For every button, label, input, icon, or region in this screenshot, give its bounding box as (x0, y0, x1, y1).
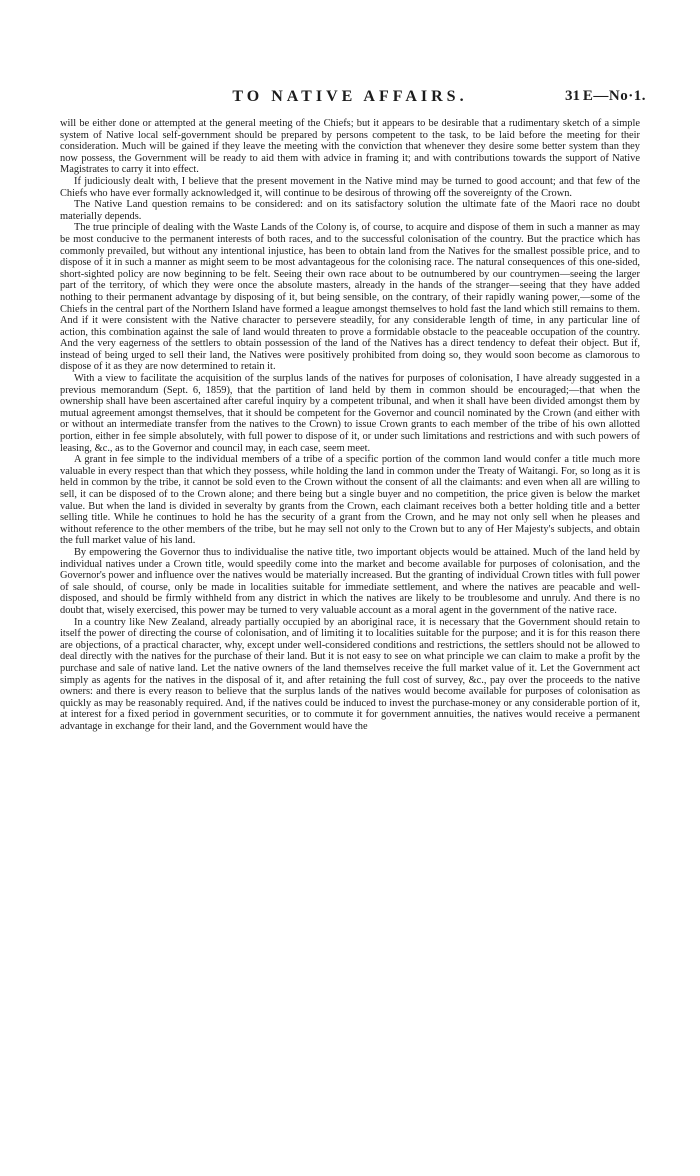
paragraph-8: In a country like New Zealand, already partially occupied by an aboriginal race, it is necessary that the Government should retain to itself the power of directing the course of colonisation, and of limiting it to localities suitable for the purpose; and it is for this reason there are objections, of a practical character, why, except under well-considered conditions and restrictions, the settlers should not be allowed to deal directly with the natives for the purchase of their land. But it is not easy to see on what principle we can claim to make a profit by the purchase and sale of native land. Let the native owners of the land themselves receive the full market value of it. Let the Government act simply as agents for the natives in the disposal of it, and after retaining the full cost of survey, &c., pay over the proceeds to the native owners: and there is every reason to believe that the surplus lands of the natives would become available for purposes of colonisation as quickly as may be reasonably required. And, if the natives could be induced to invest the purchase-money or any considerable portion of it, at interest for a fixed period in government securities, or to commute it for government annuities, the natives would receive a permanent advantage in exchange for their land, and the Government would have the (60, 616, 640, 732)
running-title: TO NATIVE AFFAIRS. (232, 88, 468, 105)
page-number: 31 (565, 88, 580, 104)
paragraph-4: The true principle of dealing with the Waste Lands of the Colony is, of course, to acquire and dispose of them in such a manner as may be most conducive to the permanent interests of both races, and to the successful colonisation of the country. But the practice which has commonly prevailed, but without any intentional injustice, has been to obtain land from the Natives for the smallest possible price, and to dispose of it in such a manner as might seem to be most advantageous for the colonising race. The natural consequences of this one-sided, short-sighted policy are now beginning to be felt. Seeing their own race about to be outnumbered by our countrymen—seeing the larger part of the territory, of which they were once the absolute masters, already in the hands of the stranger—seeing that they have added nothing to their permanent advantage by disposing of it, but being sensible, on the contrary, of their rapidly waning power,—some of the Chiefs in the central part of the Northern Island have formed a league amongst themselves to hold fast the land which still remains to them. And if it were consistent with the Native character to persevere steadily, for any considerable length of time, in any particular line of action, this combination against the sale of land would threaten to prove a formidable obstacle to the peaceable occupation of the country. And the very eagerness of the settlers to obtain possession of the land of the Natives has a direct tendency to defeat their object. But if, instead of being urged to sell their land, the Natives were positively prohibited from doing so, they would soon become as clamorous to dispose of it as they are now determined to retain it. (60, 222, 640, 373)
document-body (60, 118, 640, 732)
paragraph-6: A grant in fee simple to the individual members of a tribe of a specific portion of the common land would confer a title much more valuable in every respect than that which they possess, while holding the land in common under the Treaty of Waitangi. For, so long as it is held in common by the tribe, it cannot be sold even to the Crown without the consent of all the claimants: and even when all are willing to sell, it can be disposed of to the Crown alone; and there being but a single buyer and no competition, the price given is below the market value. But when the land is divided in severalty by grants from the Crown, each claimant receives both a better holding title and a better selling title. While he continues to hold he has the security of a grant from the Crown, and he may not only sell when he pleases and without reference to the other members of the tribe, but he may sell not only to the Crown but to any of Her Majesty's subjects, and obtain the full market value of his land. (60, 454, 640, 547)
paragraph-1: will be either done or attempted at the general meeting of the Chiefs; but it appears to be desirable that a rudimentary sketch of a simple system of Native local self-government should be prepared by persons competent to the task, to be laid before the meeting for their consideration. Much will be gained if they leave the meeting with the conviction that whenever they desire some better system than they now possess, the Government will be ready to aid them with advice in framing it; and with contributions towards the support of Native Magistrates to carry it into effect. (60, 118, 640, 176)
paragraph-2: If judiciously dealt with, I believe that the present movement in the Native mind may be turned to good account; and that few of the Chiefs who have ever formally acknowledged it, will continue to be desirous of throwing off the sovereignty of the Crown. (60, 175, 640, 199)
paragraph-3: The Native Land question remains to be considered: and on its satisfactory solution the ultimate fate of the Maori race no doubt materially depends. (60, 199, 640, 222)
paragraph-5: With a view to facilitate the acquisition of the surplus lands of the natives for purposes of colonisation, I have already suggested in a previous memorandum (Sept. 6, 1859), that the partition of land held by them in common should be encouraged;—that when the ownership shall have been ascertained after careful inquiry by a competent tribunal, and when it shall have been divided amongst them by mutual agreement amongst themselves, that it should be competent for the Governor and council nominated by the Crown (and either with or without an intermediate transfer from the natives to the Crown) to issue Crown grants to each member of the tribe of his own allotted portion, either in fee simple absolutely, with full power to dispose of it, or under such limitations and restrictions and with such powers of leasing, &c., as to the Governor and council may, in each case, seem meet. (60, 373, 640, 454)
document-reference: E—No·1. (582, 88, 646, 104)
page-header (60, 88, 646, 110)
paragraph-7: By empowering the Governor thus to individualise the native title, two important objects would be attained. Much of the land held by individual natives under a Crown title, would speedily come into the market and become available for purposes of colonisation, and the Governor's power and influence over the natives would be materially increased. But the granting of individual Crown titles with full power of sale should, of course, only be made in localities suitable for immediate settlement, and where the natives are peacable and well-disposed, and should be firmly withheld from any district in which the natives are likely to be troublesome and unruly. And there is no doubt that, wisely exercised, this power may be turned to very valuable account as a moral agent in the government of the native race. (60, 546, 640, 616)
